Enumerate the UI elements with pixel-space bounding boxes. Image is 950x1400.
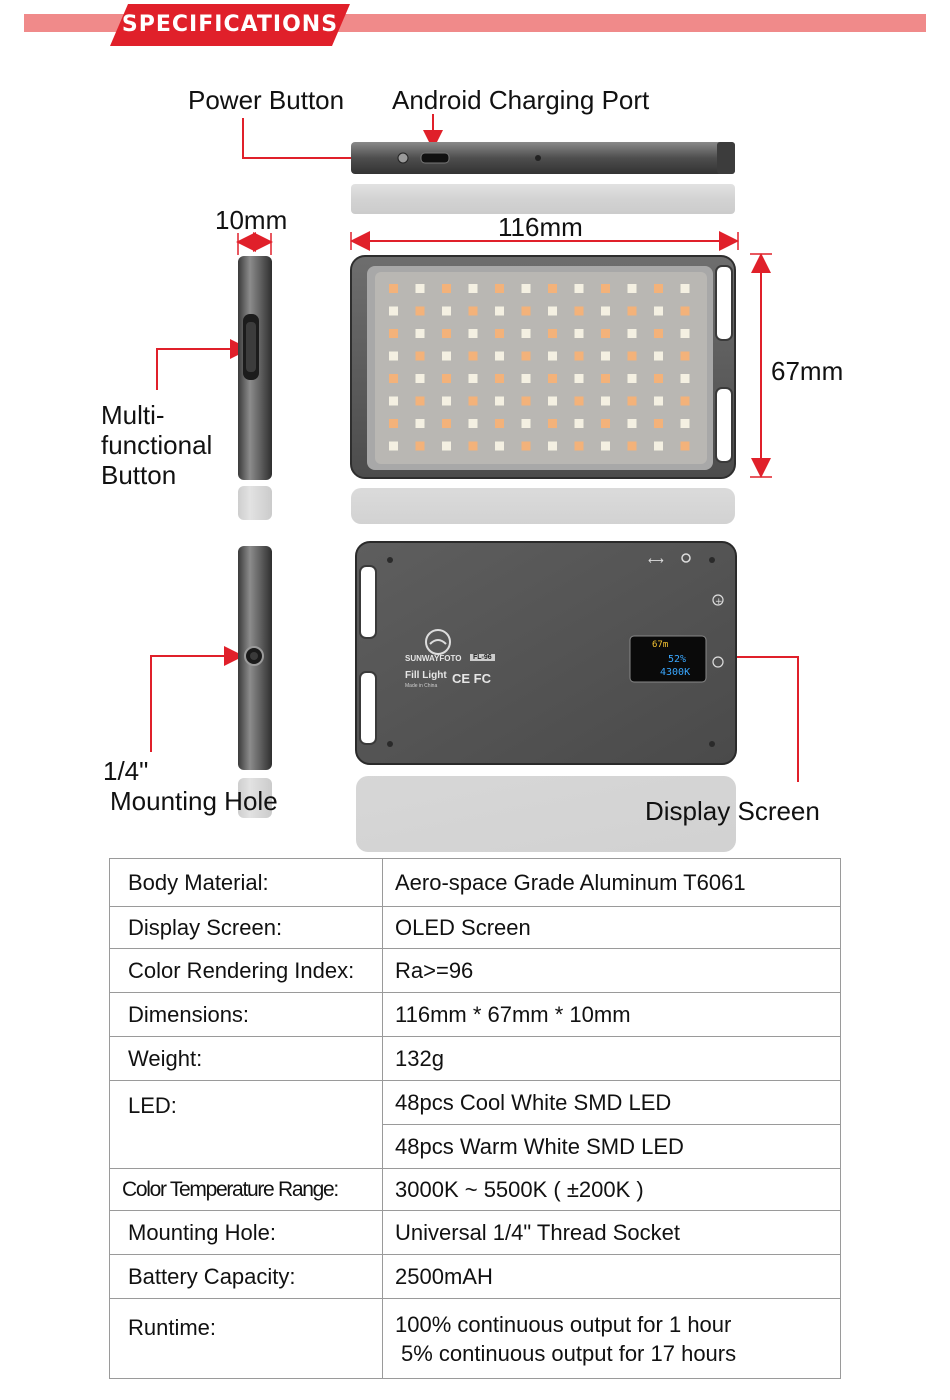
led-chip xyxy=(601,442,610,451)
spec-value: 116mm * 67mm * 10mm xyxy=(383,993,841,1037)
led-chip xyxy=(654,419,663,428)
spec-key: Body Material: xyxy=(110,859,383,907)
oled-brightness: 52% xyxy=(668,654,687,665)
led-chip xyxy=(628,442,637,451)
led-chip xyxy=(389,307,398,316)
led-chip xyxy=(442,397,451,406)
led-chip xyxy=(389,397,398,406)
multi-button-label xyxy=(101,400,212,490)
spec-row xyxy=(110,1169,841,1211)
led-chip xyxy=(548,442,557,451)
led-chip xyxy=(601,374,610,383)
charging-port-label: Android Charging Port xyxy=(392,85,650,115)
led-chip xyxy=(495,442,504,451)
led-chip xyxy=(469,352,478,361)
led-chip xyxy=(416,442,425,451)
led-chip xyxy=(469,307,478,316)
spec-value: 48pcs Cool White SMD LED xyxy=(383,1081,841,1125)
spec-row xyxy=(110,1255,841,1299)
led-chip xyxy=(654,307,663,316)
spec-table xyxy=(109,858,841,1379)
power-button-label: Power Button xyxy=(188,85,345,115)
led-chip xyxy=(681,397,690,406)
spec-value: Ra>=96 xyxy=(383,949,841,993)
spec-row xyxy=(110,949,841,993)
spec-key: Color Temperature Range: xyxy=(110,1169,383,1211)
led-chip xyxy=(389,352,398,361)
spec-value: Universal 1/4" Thread Socket xyxy=(383,1211,841,1255)
led-chip xyxy=(548,329,557,338)
spec-value-line: 100% continuous output for 1 hour xyxy=(395,1311,732,1337)
spec-value: OLED Screen xyxy=(383,907,841,949)
spec-value: 3000K ~ 5500K ( ±200K ) xyxy=(383,1169,841,1211)
led-chip xyxy=(601,419,610,428)
led-chip xyxy=(389,374,398,383)
led-chip xyxy=(654,352,663,361)
spec-row xyxy=(110,1081,841,1125)
led-chip xyxy=(654,284,663,293)
product-name: Fill Light xyxy=(405,670,447,681)
led-chip xyxy=(654,329,663,338)
led-chip xyxy=(416,329,425,338)
led-chip xyxy=(575,419,584,428)
led-chip xyxy=(442,352,451,361)
spec-key: Battery Capacity: xyxy=(110,1255,383,1299)
led-chip xyxy=(575,307,584,316)
led-chip xyxy=(522,284,531,293)
multi-button-label-line1: Multi- xyxy=(101,400,165,430)
led-chip xyxy=(601,397,610,406)
led-chip xyxy=(416,419,425,428)
led-chip xyxy=(416,374,425,383)
led-chip xyxy=(628,374,637,383)
led-chip xyxy=(442,329,451,338)
svg-text:+: + xyxy=(715,597,723,607)
led-chip xyxy=(522,352,531,361)
led-chip xyxy=(389,442,398,451)
spec-key: Mounting Hole: xyxy=(110,1211,383,1255)
side-view-upper xyxy=(230,250,280,530)
oled-temperature: 4300K xyxy=(660,667,691,678)
led-chip xyxy=(469,442,478,451)
led-chip xyxy=(575,374,584,383)
led-chip xyxy=(628,419,637,428)
spec-key: Dimensions: xyxy=(110,993,383,1037)
led-chip xyxy=(681,329,690,338)
led-chip xyxy=(495,307,504,316)
spec-row xyxy=(110,1299,841,1379)
led-chip xyxy=(522,307,531,316)
led-chip xyxy=(575,442,584,451)
model-badge: FL-96 xyxy=(470,654,495,661)
led-chip xyxy=(469,419,478,428)
height-label: 67mm xyxy=(771,356,844,386)
spec-value: 132g xyxy=(383,1037,841,1081)
spec-value-line: 5% continuous output for 17 hours xyxy=(401,1340,737,1366)
led-chip xyxy=(442,307,451,316)
led-chip xyxy=(389,329,398,338)
led-chip xyxy=(681,374,690,383)
led-chip xyxy=(628,397,637,406)
spec-key: Runtime: xyxy=(110,1299,383,1379)
led-chip xyxy=(548,352,557,361)
led-chip xyxy=(442,442,451,451)
led-chip xyxy=(495,419,504,428)
led-chip xyxy=(416,307,425,316)
led-chip xyxy=(548,419,557,428)
led-chip xyxy=(628,352,637,361)
led-chip xyxy=(601,352,610,361)
brand-text: SUNWAYFOTO xyxy=(405,654,462,663)
led-chip xyxy=(548,284,557,293)
thickness-label: 10mm xyxy=(215,205,288,235)
led-chip xyxy=(628,307,637,316)
spec-row xyxy=(110,1211,841,1255)
led-chip xyxy=(495,374,504,383)
led-chip xyxy=(681,284,690,293)
page-title: SPECIFICATIONS xyxy=(121,12,339,37)
oled-distance: 67m xyxy=(652,640,669,650)
led-chip xyxy=(601,284,610,293)
spec-key: LED: xyxy=(110,1081,383,1169)
led-chip xyxy=(495,329,504,338)
led-chip xyxy=(469,284,478,293)
led-chip xyxy=(628,329,637,338)
led-chip xyxy=(442,374,451,383)
mounting-hole-label-line1: 1/4" xyxy=(103,756,149,786)
mounting-hole-label xyxy=(103,756,278,816)
led-chip xyxy=(681,442,690,451)
led-chip xyxy=(469,397,478,406)
display-screen-label: Display Screen xyxy=(645,796,820,826)
led-chip xyxy=(681,419,690,428)
spec-value: 2500mAH xyxy=(383,1255,841,1299)
led-chip xyxy=(548,307,557,316)
led-chip xyxy=(522,397,531,406)
spec-row xyxy=(110,907,841,949)
led-chip xyxy=(416,352,425,361)
led-chip xyxy=(575,284,584,293)
spec-key: Weight: xyxy=(110,1037,383,1081)
spec-value: 48pcs Warm White SMD LED xyxy=(383,1125,841,1169)
led-chip xyxy=(548,374,557,383)
spec-row xyxy=(110,993,841,1037)
certification-marks: CE FC xyxy=(452,671,491,686)
led-chip xyxy=(469,374,478,383)
led-chip xyxy=(628,284,637,293)
led-chip xyxy=(389,419,398,428)
led-chip xyxy=(575,329,584,338)
led-chip xyxy=(495,352,504,361)
made-in-text: Made in China xyxy=(405,683,438,689)
led-chip xyxy=(442,419,451,428)
led-chip xyxy=(442,284,451,293)
led-chip xyxy=(601,329,610,338)
led-chip xyxy=(389,284,398,293)
spec-row xyxy=(110,1037,841,1081)
led-chip xyxy=(575,352,584,361)
spec-value xyxy=(383,1299,841,1379)
led-chip xyxy=(681,352,690,361)
led-chip xyxy=(522,419,531,428)
led-chip xyxy=(495,397,504,406)
width-label: 116mm xyxy=(498,212,583,242)
led-chip xyxy=(416,397,425,406)
led-chip xyxy=(601,307,610,316)
led-chip xyxy=(522,329,531,338)
led-chip xyxy=(469,329,478,338)
led-chip xyxy=(495,284,504,293)
led-chip xyxy=(548,397,557,406)
front-led-panel xyxy=(345,250,745,530)
spec-row xyxy=(110,859,841,907)
led-chip xyxy=(416,284,425,293)
svg-text:⟷: ⟷ xyxy=(648,554,664,567)
led-chip xyxy=(522,374,531,383)
led-chip xyxy=(522,442,531,451)
led-chip xyxy=(654,442,663,451)
multi-button-label-line2: functional xyxy=(101,430,213,460)
spec-key: Color Rendering Index: xyxy=(110,949,383,993)
spec-key: Display Screen: xyxy=(110,907,383,949)
led-chip xyxy=(575,397,584,406)
led-chip xyxy=(654,397,663,406)
mounting-hole-label-line2: Mounting Hole xyxy=(110,786,278,816)
led-chip xyxy=(681,307,690,316)
multi-button-label-line3: Button xyxy=(101,460,177,490)
led-chip xyxy=(654,374,663,383)
spec-value: Aero-space Grade Aluminum T6061 xyxy=(383,859,841,907)
